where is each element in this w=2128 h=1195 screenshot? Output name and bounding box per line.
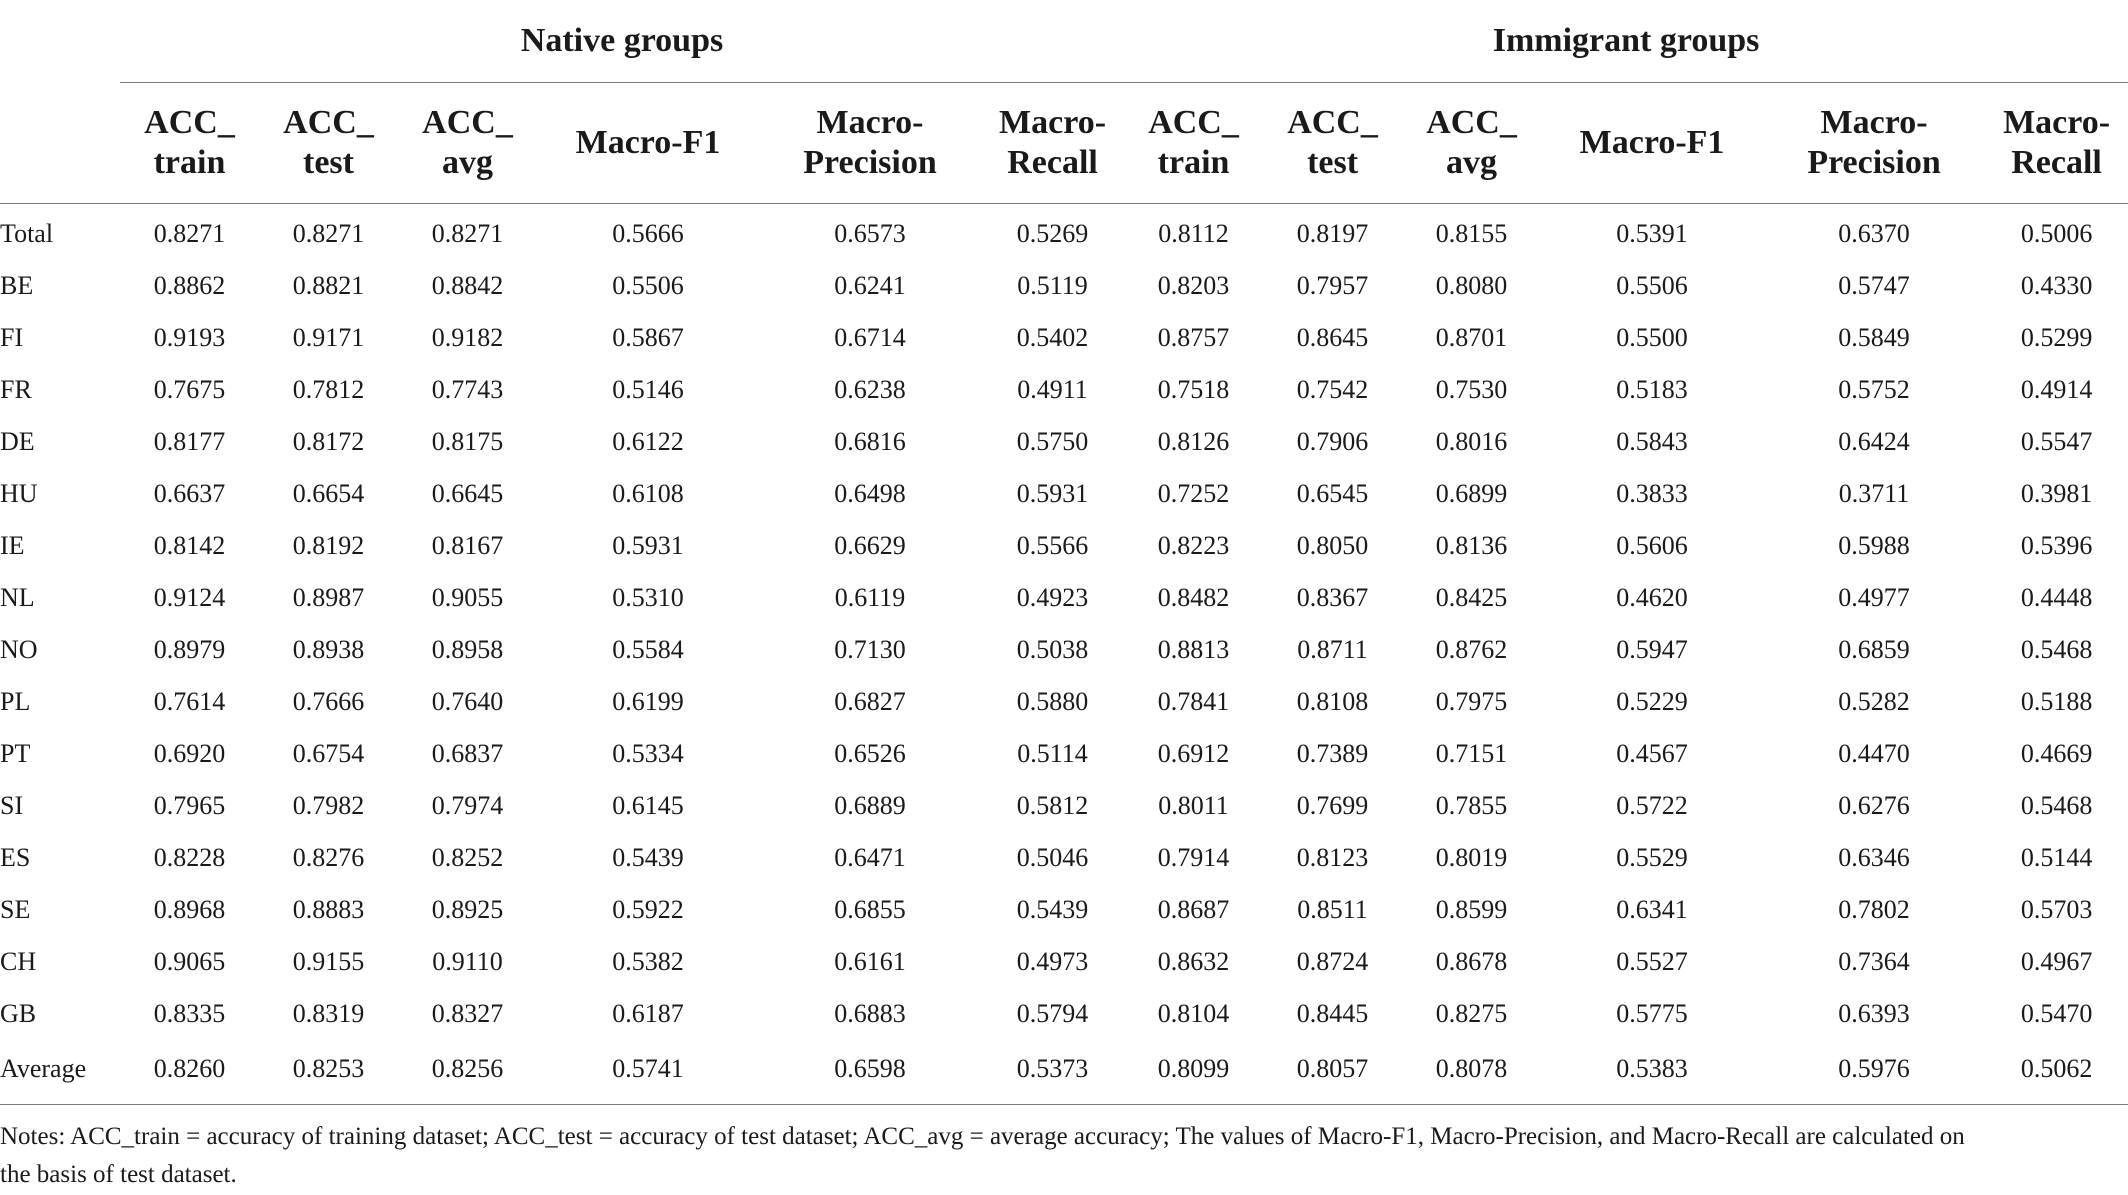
table-cell: 0.5144: [2020, 843, 2093, 872]
table-cell: 0.7802: [1838, 895, 1910, 924]
table-cell: 0.6645: [431, 479, 504, 508]
table-cell: 0.5947: [1616, 635, 1688, 664]
table-cell: 0.8678: [1435, 947, 1508, 976]
table-cell: 0.5402: [1016, 323, 1089, 352]
table-cell: 0.5703: [2020, 895, 2093, 924]
table-cell: 0.5046: [1016, 843, 1089, 872]
table-cell: 0.8123: [1296, 843, 1369, 872]
table-cell: 0.8080: [1435, 271, 1508, 300]
row-label: IE: [0, 531, 25, 560]
table-cell: 0.6498: [834, 479, 906, 508]
column-header: Macro-F1: [537, 83, 759, 204]
table-cell: 0.7812: [292, 375, 365, 404]
table-cell: 0.5062: [1985, 1040, 2128, 1105]
table-cell: 0.4567: [1616, 739, 1688, 768]
table-cell: 0.8050: [1296, 531, 1369, 560]
table-cell: 0.5188: [2020, 687, 2093, 716]
table-cell: 0.9065: [153, 947, 226, 976]
table-cell: 0.8883: [292, 895, 365, 924]
table-cell: 0.6837: [431, 739, 504, 768]
table-cell: 0.6629: [834, 531, 906, 560]
table-cell: 0.8813: [1157, 635, 1230, 664]
table-cell: 0.6654: [292, 479, 365, 508]
table-cell: 0.5391: [1616, 219, 1688, 248]
table-cell: 0.7614: [153, 687, 226, 716]
table-cell: 0.8155: [1435, 219, 1508, 248]
table-cell: 0.6393: [1838, 999, 1910, 1028]
table-cell: 0.7389: [1296, 739, 1369, 768]
table-cell: 0.3711: [1838, 479, 1910, 508]
table-cell: 0.5439: [612, 843, 684, 872]
column-header: ACC_ avg: [398, 83, 537, 204]
table-cell: 0.6637: [153, 479, 226, 508]
table-cell: 0.5183: [1616, 375, 1688, 404]
table-cell: 0.5468: [2020, 791, 2093, 820]
table-row: [0, 312, 2128, 364]
table-cell: 0.8757: [1157, 323, 1230, 352]
table-row: [0, 260, 2128, 312]
table-cell: 0.8275: [1435, 999, 1508, 1028]
table-cell: 0.8511: [1297, 895, 1368, 924]
table-cell: 0.5527: [1616, 947, 1688, 976]
column-header: ACC_ train: [120, 83, 259, 204]
table-cell: 0.6883: [834, 999, 906, 1028]
table-cell: 0.5843: [1616, 427, 1688, 456]
table-cell: 0.8177: [153, 427, 226, 456]
table-body: [0, 204, 2128, 1105]
table-cell: 0.5566: [1016, 531, 1089, 560]
table-cell: 0.8711: [1297, 635, 1368, 664]
table-cell: 0.7965: [153, 791, 226, 820]
table-cell: 0.8104: [1157, 999, 1230, 1028]
table-cell: 0.4973: [1016, 947, 1089, 976]
table-cell: 0.6714: [834, 323, 906, 352]
table-cell: 0.5383: [1541, 1040, 1763, 1105]
table-cell: 0.4330: [2020, 271, 2093, 300]
row-label: FI: [0, 323, 24, 352]
table-cell: 0.8057: [1263, 1040, 1402, 1105]
table-cell: 0.6187: [612, 999, 684, 1028]
table-cell: 0.5529: [1616, 843, 1688, 872]
table-cell: 0.8482: [1157, 583, 1230, 612]
table-cell: 0.8112: [1158, 219, 1229, 248]
table-cell: 0.7743: [431, 375, 504, 404]
table-cell: 0.8011: [1158, 791, 1229, 820]
table-cell: 0.5867: [612, 323, 684, 352]
table-cell: 0.4470: [1838, 739, 1910, 768]
table-cell: 0.8632: [1157, 947, 1230, 976]
table-row: [0, 780, 2128, 832]
table-row: [0, 624, 2128, 676]
table-cell: 0.7151: [1435, 739, 1508, 768]
table-cell: 0.6108: [612, 479, 684, 508]
table-cell: 0.5606: [1616, 531, 1688, 560]
table-cell: 0.5931: [1016, 479, 1089, 508]
table-cell: 0.9055: [431, 583, 504, 612]
column-header-row: [0, 83, 2128, 204]
table-cell: 0.8203: [1157, 271, 1230, 300]
table-cell: 0.7841: [1157, 687, 1230, 716]
table-cell: 0.7518: [1157, 375, 1230, 404]
table-cell: 0.8126: [1157, 427, 1230, 456]
table-cell: 0.4914: [2020, 375, 2093, 404]
row-label: CH: [0, 947, 37, 976]
table-cell: 0.8175: [431, 427, 504, 456]
row-label: FR: [0, 375, 32, 404]
table-cell: 0.6241: [834, 271, 906, 300]
table-cell: 0.8223: [1157, 531, 1230, 560]
table-cell: 0.8335: [153, 999, 226, 1028]
row-label: BE: [0, 271, 34, 300]
table-cell: 0.5988: [1838, 531, 1910, 560]
table-cell: 0.5334: [612, 739, 684, 768]
row-label: HU: [0, 479, 38, 508]
table-cell: 0.4620: [1616, 583, 1688, 612]
table-cell: 0.6370: [1838, 219, 1910, 248]
table-cell: 0.8979: [153, 635, 226, 664]
row-label: Total: [0, 219, 54, 248]
table-cell: 0.8958: [431, 635, 504, 664]
table-row: [0, 676, 2128, 728]
row-label: ES: [0, 843, 31, 872]
table-cell: 0.6346: [1838, 843, 1910, 872]
table-cell: 0.5396: [2020, 531, 2093, 560]
table-cell: 0.5146: [612, 375, 684, 404]
table-cell: 0.4448: [2020, 583, 2093, 612]
table-row: [0, 884, 2128, 936]
table-row: [0, 988, 2128, 1040]
table-cell: 0.5269: [1016, 219, 1089, 248]
table-cell: 0.8842: [431, 271, 504, 300]
table-cell: 0.8821: [292, 271, 365, 300]
column-header: Macro- Precision: [1763, 83, 1985, 204]
table-cell: 0.5114: [1017, 739, 1088, 768]
column-header: Macro- Recall: [1985, 83, 2128, 204]
table-cell: 0.8099: [1124, 1040, 1263, 1105]
table-cell: 0.8319: [292, 999, 365, 1028]
table-cell: 0.7975: [1435, 687, 1508, 716]
table-cell: 0.4923: [1016, 583, 1089, 612]
table-cell: 0.9193: [153, 323, 226, 352]
table-cell: 0.5547: [2020, 427, 2093, 456]
table-cell: 0.8167: [431, 531, 504, 560]
table-cell: 0.9124: [153, 583, 226, 612]
table-header: [0, 0, 2128, 204]
table-cell: 0.8142: [153, 531, 226, 560]
table-cell: 0.6912: [1157, 739, 1230, 768]
table-cell: 0.6573: [834, 219, 906, 248]
table-cell: 0.5849: [1838, 323, 1910, 352]
table-cell: 0.8968: [153, 895, 226, 924]
table-cell: 0.6199: [612, 687, 684, 716]
table-row: [0, 364, 2128, 416]
table-row: [0, 204, 2128, 261]
table-cell: 0.5282: [1838, 687, 1910, 716]
column-header: ACC_ avg: [1402, 83, 1541, 204]
table-cell: 0.5119: [1017, 271, 1088, 300]
table-cell: 0.3981: [2020, 479, 2093, 508]
table-cell: 0.8701: [1435, 323, 1508, 352]
table-cell: 0.7906: [1296, 427, 1369, 456]
table-cell: 0.6899: [1435, 479, 1508, 508]
table-cell: 0.5880: [1016, 687, 1089, 716]
table-notes: Notes: ACC_train = accuracy of training dataset; ACC_test = accuracy of test dataset; ACC_avg = average accuracy; The values of Macro-F1, Macro-Precision, and Macro-Recall are calculated on the basis of test dataset.: [0, 1123, 1965, 1188]
table-cell: 0.4977: [1838, 583, 1910, 612]
row-label: Average: [0, 1040, 120, 1105]
table-row: [0, 520, 2128, 572]
table-cell: 0.7364: [1838, 947, 1910, 976]
row-label: PT: [0, 739, 31, 768]
table-cell: 0.5373: [981, 1040, 1124, 1105]
row-label: NL: [0, 583, 35, 612]
table-cell: 0.5006: [2020, 219, 2093, 248]
table-cell: 0.5299: [2020, 323, 2093, 352]
table-cell: 0.5747: [1838, 271, 1910, 300]
table-cell: 0.8271: [153, 219, 226, 248]
table-cell: 0.8425: [1435, 583, 1508, 612]
table-cell: 0.8197: [1296, 219, 1369, 248]
table-row: [0, 832, 2128, 884]
table-cell: 0.5584: [612, 635, 684, 664]
table-cell: 0.7855: [1435, 791, 1508, 820]
table-cell: 0.8108: [1296, 687, 1369, 716]
table-cell: 0.8987: [292, 583, 365, 612]
table-cell: 0.6889: [834, 791, 906, 820]
table-cell: 0.5506: [612, 271, 684, 300]
table-cell: 0.7982: [292, 791, 365, 820]
table-cell: 0.6122: [612, 427, 684, 456]
table-cell: 0.8925: [431, 895, 504, 924]
table-cell: 0.8136: [1435, 531, 1508, 560]
table-cell: 0.5038: [1016, 635, 1089, 664]
table-cell: 0.5794: [1016, 999, 1089, 1028]
table-cell: 0.8276: [292, 843, 365, 872]
table-row: [0, 416, 2128, 468]
table-cell: 0.6754: [292, 739, 365, 768]
table-cell: 0.5468: [2020, 635, 2093, 664]
table-cell: 0.7957: [1296, 271, 1369, 300]
table-cell: 0.5741: [537, 1040, 759, 1105]
table-cell: 0.9110: [432, 947, 503, 976]
table-cell: 0.6827: [834, 687, 906, 716]
table-cell: 0.8172: [292, 427, 365, 456]
table-cell: 0.8724: [1296, 947, 1369, 976]
table-cell: 0.5812: [1016, 791, 1089, 820]
table-cell: 0.8078: [1402, 1040, 1541, 1105]
table-cell: 0.8367: [1296, 583, 1369, 612]
row-label: GB: [0, 999, 37, 1028]
table-row: [0, 572, 2128, 624]
column-header: Macro-F1: [1541, 83, 1763, 204]
table-cell: 0.5500: [1616, 323, 1688, 352]
group-header-row: [0, 0, 2128, 83]
table-cell: 0.8271: [292, 219, 365, 248]
table-cell: 0.8599: [1435, 895, 1508, 924]
column-header: ACC_ test: [1263, 83, 1402, 204]
table-cell: 0.6119: [834, 583, 906, 612]
table-cell: 0.5752: [1838, 375, 1910, 404]
table-cell: 0.8271: [431, 219, 504, 248]
table-cell: 0.6816: [834, 427, 906, 456]
table-cell: 0.6545: [1296, 479, 1369, 508]
column-header: Macro- Precision: [759, 83, 981, 204]
table-cell: 0.5931: [612, 531, 684, 560]
table-cell: 0.5722: [1616, 791, 1688, 820]
row-label: NO: [0, 635, 38, 664]
table-cell: 0.5310: [612, 583, 684, 612]
table-cell: 0.8938: [292, 635, 365, 664]
table-cell: 0.7974: [431, 791, 504, 820]
table-cell: 0.6526: [834, 739, 906, 768]
table-cell: 0.5775: [1616, 999, 1688, 1028]
table-cell: 0.8762: [1435, 635, 1508, 664]
table-cell: 0.5506: [1616, 271, 1688, 300]
table-cell: 0.7675: [153, 375, 226, 404]
corner-cell: [0, 0, 120, 83]
table-cell: 0.8228: [153, 843, 226, 872]
table-cell: 0.6145: [612, 791, 684, 820]
table-cell: 0.7640: [431, 687, 504, 716]
table-cell: 0.4967: [2020, 947, 2093, 976]
column-header: ACC_ train: [1124, 83, 1263, 204]
row-label: SE: [0, 895, 31, 924]
table-cell: 0.5382: [612, 947, 684, 976]
table-cell: 0.8016: [1435, 427, 1508, 456]
table-cell: 0.6276: [1838, 791, 1910, 820]
table-cell: 0.9155: [292, 947, 365, 976]
table-cell: 0.8192: [292, 531, 365, 560]
table-cell: 0.6598: [759, 1040, 981, 1105]
table-row: [0, 1040, 2128, 1105]
group-header-native: Native groups: [120, 0, 1124, 83]
table-cell: 0.8862: [153, 271, 226, 300]
table-cell: 0.9171: [292, 323, 365, 352]
table-cell: 0.5229: [1616, 687, 1688, 716]
row-label-header: [0, 83, 120, 204]
table-cell: 0.6424: [1838, 427, 1910, 456]
table-cell: 0.7666: [292, 687, 365, 716]
table-cell: 0.8687: [1157, 895, 1230, 924]
table-cell: 0.6920: [153, 739, 226, 768]
table-cell: 0.5922: [612, 895, 684, 924]
column-header: Macro- Recall: [981, 83, 1124, 204]
table-cell: 0.8253: [259, 1040, 398, 1105]
table-row: [0, 936, 2128, 988]
table-cell: 0.5750: [1016, 427, 1089, 456]
table-cell: 0.8019: [1435, 843, 1508, 872]
table-row: [0, 468, 2128, 520]
table-cell: 0.8445: [1296, 999, 1369, 1028]
table-row: [0, 728, 2128, 780]
table-cell: 0.8260: [120, 1040, 259, 1105]
table-cell: 0.6855: [834, 895, 906, 924]
table-cell: 0.6238: [834, 375, 906, 404]
table-cell: 0.3833: [1616, 479, 1688, 508]
table-cell: 0.7252: [1157, 479, 1230, 508]
group-header-immigrant: Immigrant groups: [1124, 0, 2128, 83]
table-cell: 0.6471: [834, 843, 906, 872]
row-label: DE: [0, 427, 35, 456]
table-cell: 0.4911: [1017, 375, 1088, 404]
table-cell: 0.6341: [1616, 895, 1688, 924]
table-cell: 0.8327: [431, 999, 504, 1028]
table-cell: 0.5976: [1763, 1040, 1985, 1105]
table-cell: 0.7914: [1157, 843, 1230, 872]
table-cell: 0.6859: [1838, 635, 1910, 664]
row-label: PL: [0, 687, 31, 716]
table-cell: 0.8252: [431, 843, 504, 872]
table-cell: 0.7542: [1296, 375, 1369, 404]
table-cell: 0.8256: [398, 1040, 537, 1105]
row-label: SI: [0, 791, 24, 820]
table-cell: 0.8645: [1296, 323, 1369, 352]
table-cell: 0.4669: [2020, 739, 2093, 768]
table-cell: 0.7530: [1435, 375, 1508, 404]
table-cell: 0.5666: [612, 219, 684, 248]
table-cell: 0.9182: [431, 323, 504, 352]
table-cell: 0.7130: [834, 635, 906, 664]
column-header: ACC_ test: [259, 83, 398, 204]
table-cell: 0.5470: [2020, 999, 2093, 1028]
table-cell: 0.5439: [1016, 895, 1089, 924]
table-cell: 0.7699: [1296, 791, 1369, 820]
table-cell: 0.6161: [834, 947, 906, 976]
